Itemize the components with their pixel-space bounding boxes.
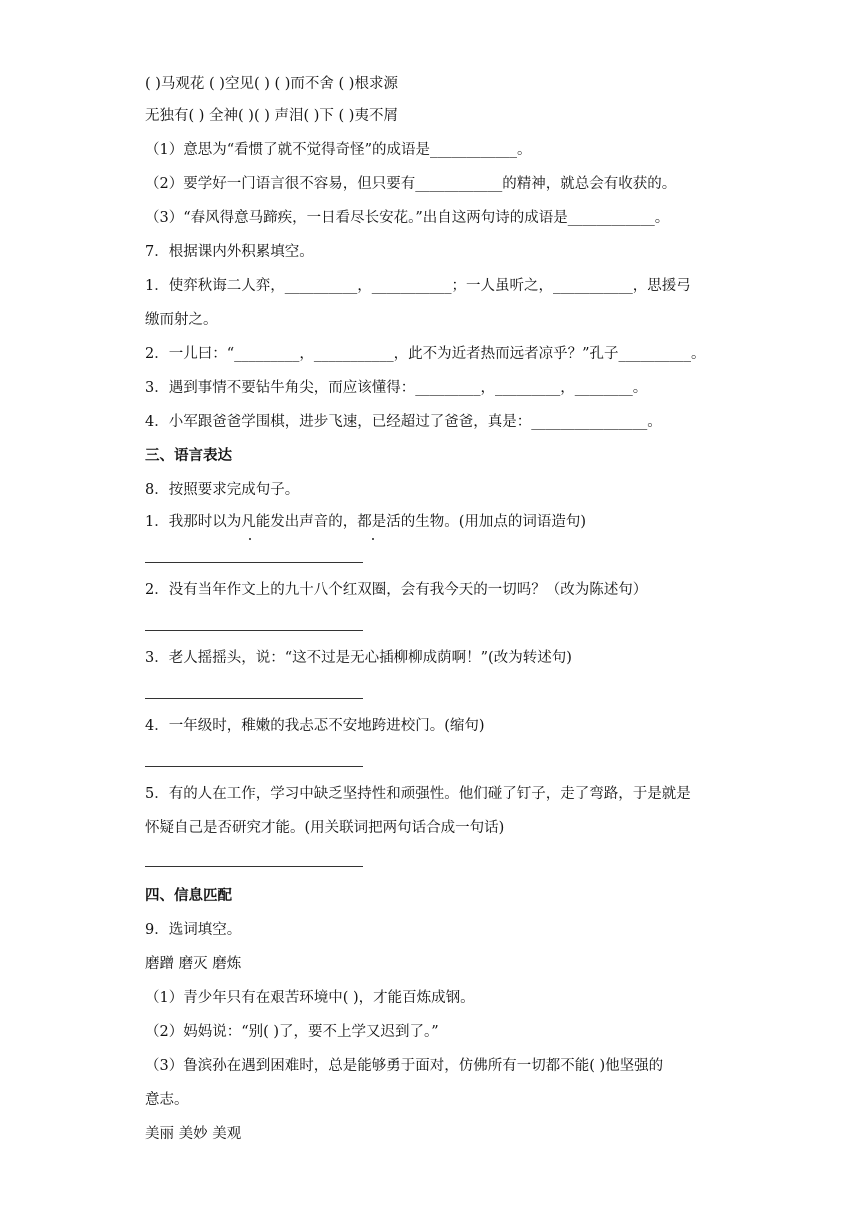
q8-item-4: 4．一年级时，稚嫩的我忐忑不安地跨进校门。(缩句) [145, 718, 485, 734]
q8-item-3: 3．老人摇摇头，说：“这不过是无心插柳柳成荫啊！”(改为转述句) [145, 650, 572, 666]
answer-line[interactable] [145, 698, 363, 699]
idiom-row-2: 无独有( ) 全神( )( ) 声泪( )下 ( )夷不屑 [145, 108, 398, 124]
q7-item-1b: 缴而射之。 [145, 312, 218, 328]
q9-item-1: （1）青少年只有在艰苦环境中( )，才能百炼成钢。 [145, 990, 475, 1006]
section-4-heading: 四、信息匹配 [145, 888, 232, 904]
answer-line[interactable] [145, 866, 363, 867]
section-3-heading: 三、语言表达 [145, 448, 232, 464]
q7-item-1a: 1．使弈秋诲二人弈，__________，___________；一人虽听之，___________，思援弓 [145, 278, 691, 294]
answer-line[interactable] [145, 562, 363, 563]
answer-line[interactable] [145, 766, 363, 767]
question-7-title: 7．根据课内外积累填空。 [145, 244, 314, 260]
idiom-row-1: ( )马观花 ( )空见( ) ( )而不舍 ( )根求源 [145, 76, 398, 92]
idiom-question-2: （2）要学好一门语言很不容易，但只要有____________的精神，就总会有收获的。 [145, 176, 677, 192]
idiom-question-3: （3）“春风得意马蹄疾，一日看尽长安花。”出自这两句诗的成语是____________。 [145, 210, 670, 226]
q8-item-5a: 5．有的人在工作，学习中缺乏坚持性和顽强性。他们碰了钉子，走了弯路，于是就是 [145, 786, 691, 802]
q8-item-2: 2．没有当年作文上的九十八个红双圈，会有我今天的一切吗？（改为陈述句） [145, 582, 648, 598]
q7-item-4: 4．小军跟爸爸学围棋，进步飞速，已经超过了爸爸，真是：________________。 [145, 414, 662, 430]
idiom-question-1: （1）意思为“看惯了就不觉得奇怪”的成语是____________。 [145, 142, 532, 158]
q9-item-3b: 意志。 [145, 1092, 189, 1108]
word-choices-2: 美丽 美妙 美观 [145, 1126, 242, 1142]
emphasis-dot [249, 538, 251, 540]
emphasis-dot [372, 538, 374, 540]
q9-item-3a: （3）鲁滨孙在遇到困难时，总是能够勇于面对，仿佛所有一切都不能( )他坚强的 [145, 1058, 664, 1074]
q9-item-2: （2）妈妈说：“别( )了，要不上学又迟到了。” [145, 1024, 439, 1040]
question-9-title: 9．选词填空。 [145, 922, 242, 938]
q7-item-2: 2．一儿曰：“_________，___________，此不为近者热而远者凉乎？”孔子__________。 [145, 346, 706, 362]
word-choices-1: 磨蹭 磨灭 磨炼 [145, 956, 242, 972]
q8-item-5b: 怀疑自己是否研究才能。(用关联词把两句话合成一句话) [145, 820, 505, 836]
q8-item-1: 1．我那时以为凡能发出声音的，都是活的生物。(用加点的词语造句) [145, 514, 587, 530]
q7-item-3: 3．遇到事情不要钻牛角尖，而应该懂得：_________，_________，________。 [145, 380, 648, 396]
answer-line[interactable] [145, 630, 363, 631]
question-8-title: 8．按照要求完成句子。 [145, 482, 300, 498]
